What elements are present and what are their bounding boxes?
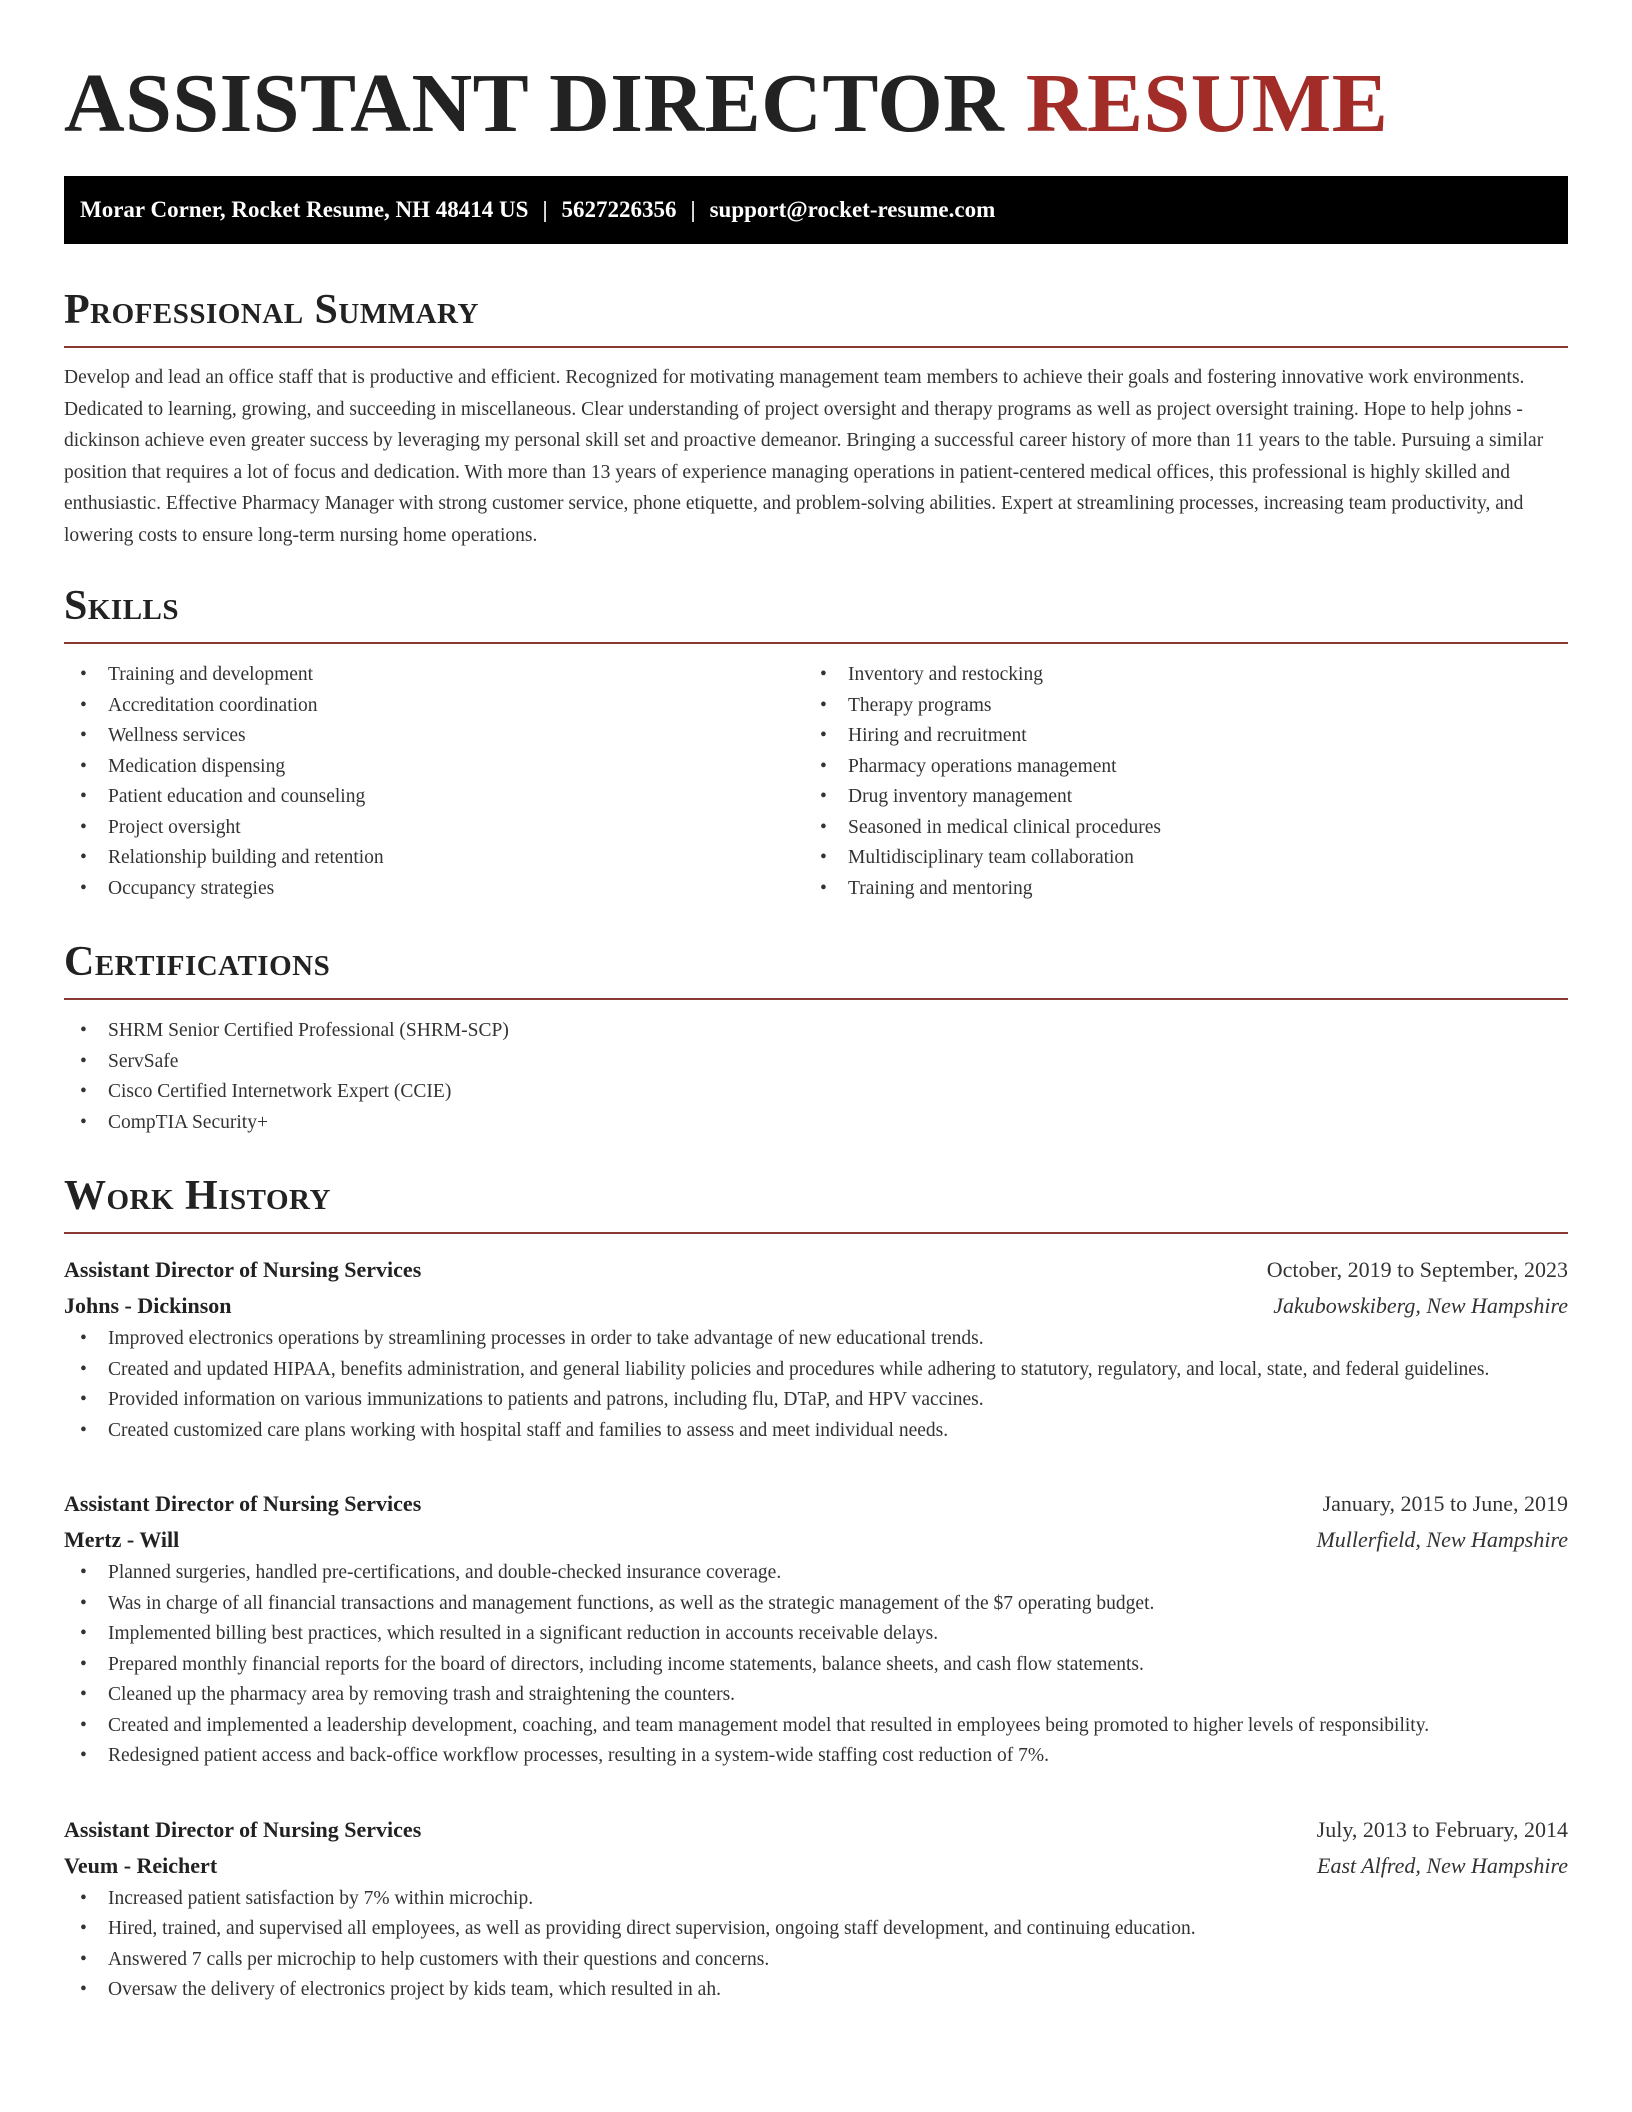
job-company: Johns - Dickinson (64, 1293, 232, 1318)
work-history-section (64, 1170, 1568, 2006)
skill-item: • Relationship building and retention (64, 843, 804, 874)
skill-item: • Hiring and recruitment (804, 721, 1544, 752)
job-company-row (64, 1522, 1568, 1558)
skill-item: • Therapy programs (804, 691, 1544, 722)
job-title: Assistant Director of Nursing Services (64, 1491, 422, 1516)
job-header-row (64, 1252, 1568, 1288)
job-bullet: • Hired, trained, and supervised all employees, as well as providing direct supervision, ongoing staff development, and continuing education. (64, 1914, 1568, 1945)
job-bullet: • Was in charge of all financial transactions and management functions, as well as the strategic management of the $7 operating budget. (64, 1589, 1568, 1620)
skill-item: • Project oversight (64, 813, 804, 844)
contact-separator: | (690, 197, 696, 222)
job-entry (64, 1812, 1568, 2006)
job-bullet-list (64, 1324, 1568, 1446)
job-bullet: • Created customized care plans working with hospital staff and families to assess and meet individual needs. (64, 1416, 1568, 1447)
skill-item: • Patient education and counseling (64, 782, 804, 813)
professional-summary-heading: Professional Summary (64, 287, 479, 333)
skill-item: • Wellness services (64, 721, 804, 752)
job-location: Jakubowskiberg, New Hampshire (1273, 1293, 1568, 1318)
certifications-heading: Certifications (64, 939, 331, 985)
job-bullet: • Cleaned up the pharmacy area by removing trash and straightening the counters. (64, 1680, 1568, 1711)
contact-phone[interactable]: 5627226356 (561, 197, 677, 222)
job-bullet: • Oversaw the delivery of electronics project by kids team, which resulted in ah. (64, 1975, 1568, 2006)
job-title: Assistant Director of Nursing Services (64, 1816, 422, 1842)
job-location: East Alfred, New Hampshire (1317, 1852, 1568, 1878)
resume-title (64, 56, 1388, 152)
skill-item: • Inventory and restocking (804, 660, 1544, 691)
work-history-heading: Work History (64, 1173, 331, 1219)
contact-separator: | (542, 197, 548, 222)
job-company-row (64, 1288, 1568, 1324)
job-bullet: • Implemented billing best practices, which resulted in a significant reduction in accounts receivable delays. (64, 1619, 1568, 1650)
skill-item: • Medication dispensing (64, 752, 804, 783)
job-bullet: • Created and implemented a leadership development, coaching, and team management model that resulted in employees being promoted to higher levels of responsibility. (64, 1711, 1568, 1742)
skills-heading: Skills (64, 583, 180, 629)
certifications-list (64, 1016, 1568, 1138)
skill-item: • Occupancy strategies (64, 874, 804, 905)
job-dates: October, 2019 to September, 2023 (1266, 1257, 1568, 1282)
job-company: Mertz - Will (64, 1527, 180, 1552)
professional-summary-text: Develop and lead an office staff that is productive and efficient. Recognized for motivating management team members to achieve their goals and fostering innovative work environments. Dedicated to learning, growing, and succeeding in miscellaneous. Clear understanding of project oversight and therapy programs as well as project oversight training. Hope to help johns - dickinson achieve even greater success by leveraging my personal skill set and proactive demeanor. Bringing a successful career history of more than 11 years to the table. Pursuing a similar position that requires a lot of focus and dedication. With more than 13 years of experience managing operations in patient-centered medical offices, this professional is highly skilled and enthusiastic. Effective Pharmacy Manager with strong customer service, phone etiquette, and problem-solving abilities. Expert at streamlining processes, increasing team productivity, and lowering costs to ensure long-term nursing home operations. (64, 367, 1544, 546)
skill-item: • Drug inventory management (804, 782, 1544, 813)
skill-item: • Training and development (64, 660, 804, 691)
contact-address: Morar Corner, Rocket Resume, NH 48414 US (80, 197, 529, 222)
job-bullet-list (64, 1884, 1568, 2006)
certification-item: • SHRM Senior Certified Professional (SHRM-SCP) (64, 1016, 1568, 1047)
job-bullet: • Created and updated HIPAA, benefits administration, and general liability policies and procedures while adhering to statutory, regulatory, and local, state, and federal guidelines. (64, 1355, 1568, 1386)
title-accent: RESUME (1025, 57, 1389, 150)
skills-list-left (64, 660, 804, 904)
certification-item: • Cisco Certified Internetwork Expert (CCIE) (64, 1077, 1568, 1108)
job-bullet: • Provided information on various immunizations to patients and patrons, including flu, DTaP, and HPV vaccines. (64, 1385, 1568, 1416)
job-company-row (64, 1848, 1568, 1884)
title-main: ASSISTANT DIRECTOR (64, 57, 1005, 150)
contact-email[interactable]: support@rocket-resume.com (709, 197, 996, 222)
job-bullet: • Redesigned patient access and back-office workflow processes, resulting in a system-wide staffing cost reduction of 7%. (64, 1741, 1568, 1772)
job-dates: July, 2013 to February, 2014 (1316, 1816, 1568, 1842)
contact-bar (64, 176, 1568, 244)
skills-section (64, 580, 1568, 904)
job-bullet: • Prepared monthly financial reports for the board of directors, including income statements, balance sheets, and cash flow statements. (64, 1650, 1568, 1681)
certification-item: • CompTIA Security+ (64, 1108, 1568, 1139)
job-bullet: • Planned surgeries, handled pre-certifications, and double-checked insurance coverage. (64, 1558, 1568, 1589)
section-divider (64, 1232, 1568, 1234)
professional-summary-section (64, 284, 1568, 551)
certifications-section (64, 936, 1568, 1138)
job-location: Mullerfield, New Hampshire (1316, 1527, 1568, 1552)
job-bullet: • Answered 7 calls per microchip to help customers with their questions and concerns. (64, 1945, 1568, 1976)
section-divider (64, 346, 1568, 348)
job-bullet: • Improved electronics operations by streamlining processes in order to take advantage of new educational trends. (64, 1324, 1568, 1355)
job-entry (64, 1486, 1568, 1772)
skill-item: • Seasoned in medical clinical procedures (804, 813, 1544, 844)
skill-item: • Multidisciplinary team collaboration (804, 843, 1544, 874)
job-bullet: • Increased patient satisfaction by 7% within microchip. (64, 1884, 1568, 1915)
job-company: Veum - Reichert (64, 1852, 218, 1878)
skills-grid (64, 660, 1568, 904)
certification-item: • ServSafe (64, 1047, 1568, 1078)
job-bullet-list (64, 1558, 1568, 1772)
skill-item: • Accreditation coordination (64, 691, 804, 722)
skill-item: • Training and mentoring (804, 874, 1544, 905)
job-title: Assistant Director of Nursing Services (64, 1257, 422, 1282)
skills-list-right (804, 660, 1544, 904)
section-divider (64, 998, 1568, 1000)
job-header-row (64, 1486, 1568, 1522)
job-dates: January, 2015 to June, 2019 (1322, 1491, 1568, 1516)
section-divider (64, 642, 1568, 644)
skill-item: • Pharmacy operations management (804, 752, 1544, 783)
job-header-row (64, 1812, 1568, 1848)
job-entry (64, 1252, 1568, 1446)
